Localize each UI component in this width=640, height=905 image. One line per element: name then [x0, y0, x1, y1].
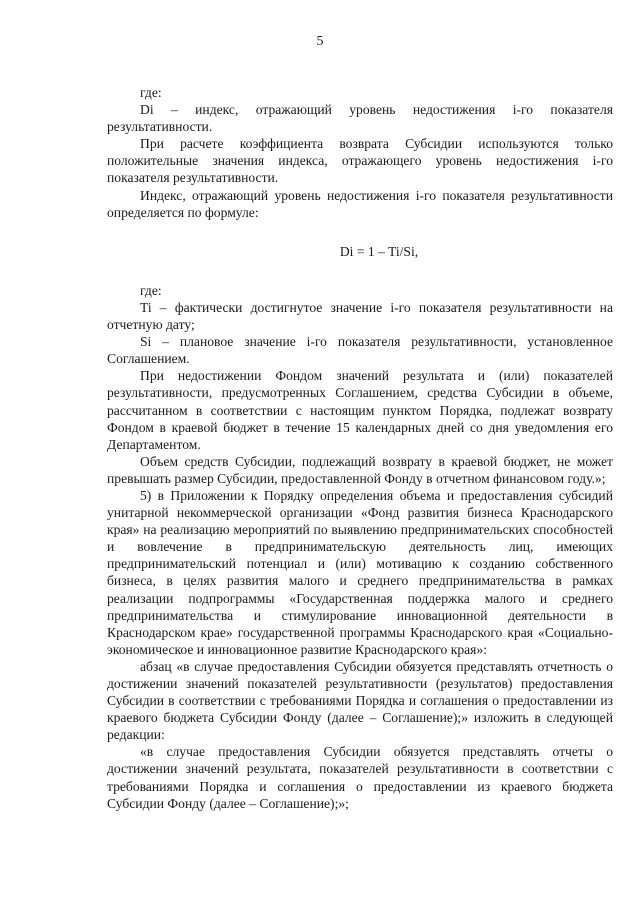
paragraph-positive-values: При расчете коэффициента возврата Субсидии используются только положительные значения индекса, отражающего уровень недостижения i-го показателя результативности.	[107, 136, 613, 186]
formula: Di = 1 – Ti/Si,	[339, 243, 419, 259]
paragraph-si-definition: Si – плановое значение i-го показателя результативности, установленное Соглашением.	[107, 334, 613, 367]
paragraph-index-formula-intro: Индекс, отражающий уровень недостижения i-го показателя результативности определяется по формуле:	[107, 187, 613, 220]
paragraph-item-5: 5) в Приложении к Порядку определения объема и предоставления субсидий унитарной некоммерческой организации «Фонд развития бизнеса Краснодарского края» на реализацию мероприятий по выявлению предпринимательских способностей и вовлечение в предпринимательскую деятельность лиц, имеющих предпринимательский потенциал и (или) мотивацию к созданию собственного бизнеса, в целях развития малого и среднего предпринимательства в рамках реализации подпрограммы «Государственная поддержка малого и среднего предпринимательства и стимулирование инновационной деятельности в Краснодарском крае» государственной программы Краснодарского края «Социально-экономическое и инновационное развитие Краснодарского края»:	[107, 487, 613, 657]
paragraph-where-1: где:	[140, 85, 162, 100]
paragraph-where-2: где:	[140, 282, 162, 298]
paragraph-new-wording: «в случае предоставления Субсидии обязуется представлять отчеты о достижении значений результата, показателей результативности в соответствии с требованиями Порядка и соглашения о предоставлении из краевого бюджета Субсидии Фонду (далее – Соглашение);»;	[107, 744, 613, 811]
document-body	[107, 84, 613, 812]
paragraph-di-definition: Di – индекс, отражающий уровень недостижения i-го показателя результативности.	[107, 102, 613, 135]
paragraph-return-obligation: При недостижении Фондом значений результата и (или) показателей результативности, предусмотренных Соглашением, средства Субсидии в объеме, рассчитанном в соответствии с настоящим пунктом Порядка, подлежат возврату Фондом в краевой бюджет в течение 15 календарных дней со дня уведомления его Департаментом.	[107, 368, 613, 452]
paragraph-ti-definition: Ti – фактически достигнутое значение i-го показателя результативности на отчетную дату;	[107, 299, 613, 333]
paragraph-return-limit: Объем средств Субсидии, подлежащий возврату в краевой бюджет, не может превышать размер Субсидии, предоставленной Фонду в отчетном финансовом году.»;	[107, 453, 613, 486]
paragraph-abzac: абзац «в случае предоставления Субсидии обязуется представлять отчетность о достижении значений показателей результативности (результатов) предоставления Субсидии в соответствии с требованиями Порядка и соглашения о предоставлении из краевого бюджета Субсидии Фонду (далее – Соглашение);» изложить в следующей редакции:	[107, 658, 613, 743]
page-number: 5	[316, 34, 324, 49]
